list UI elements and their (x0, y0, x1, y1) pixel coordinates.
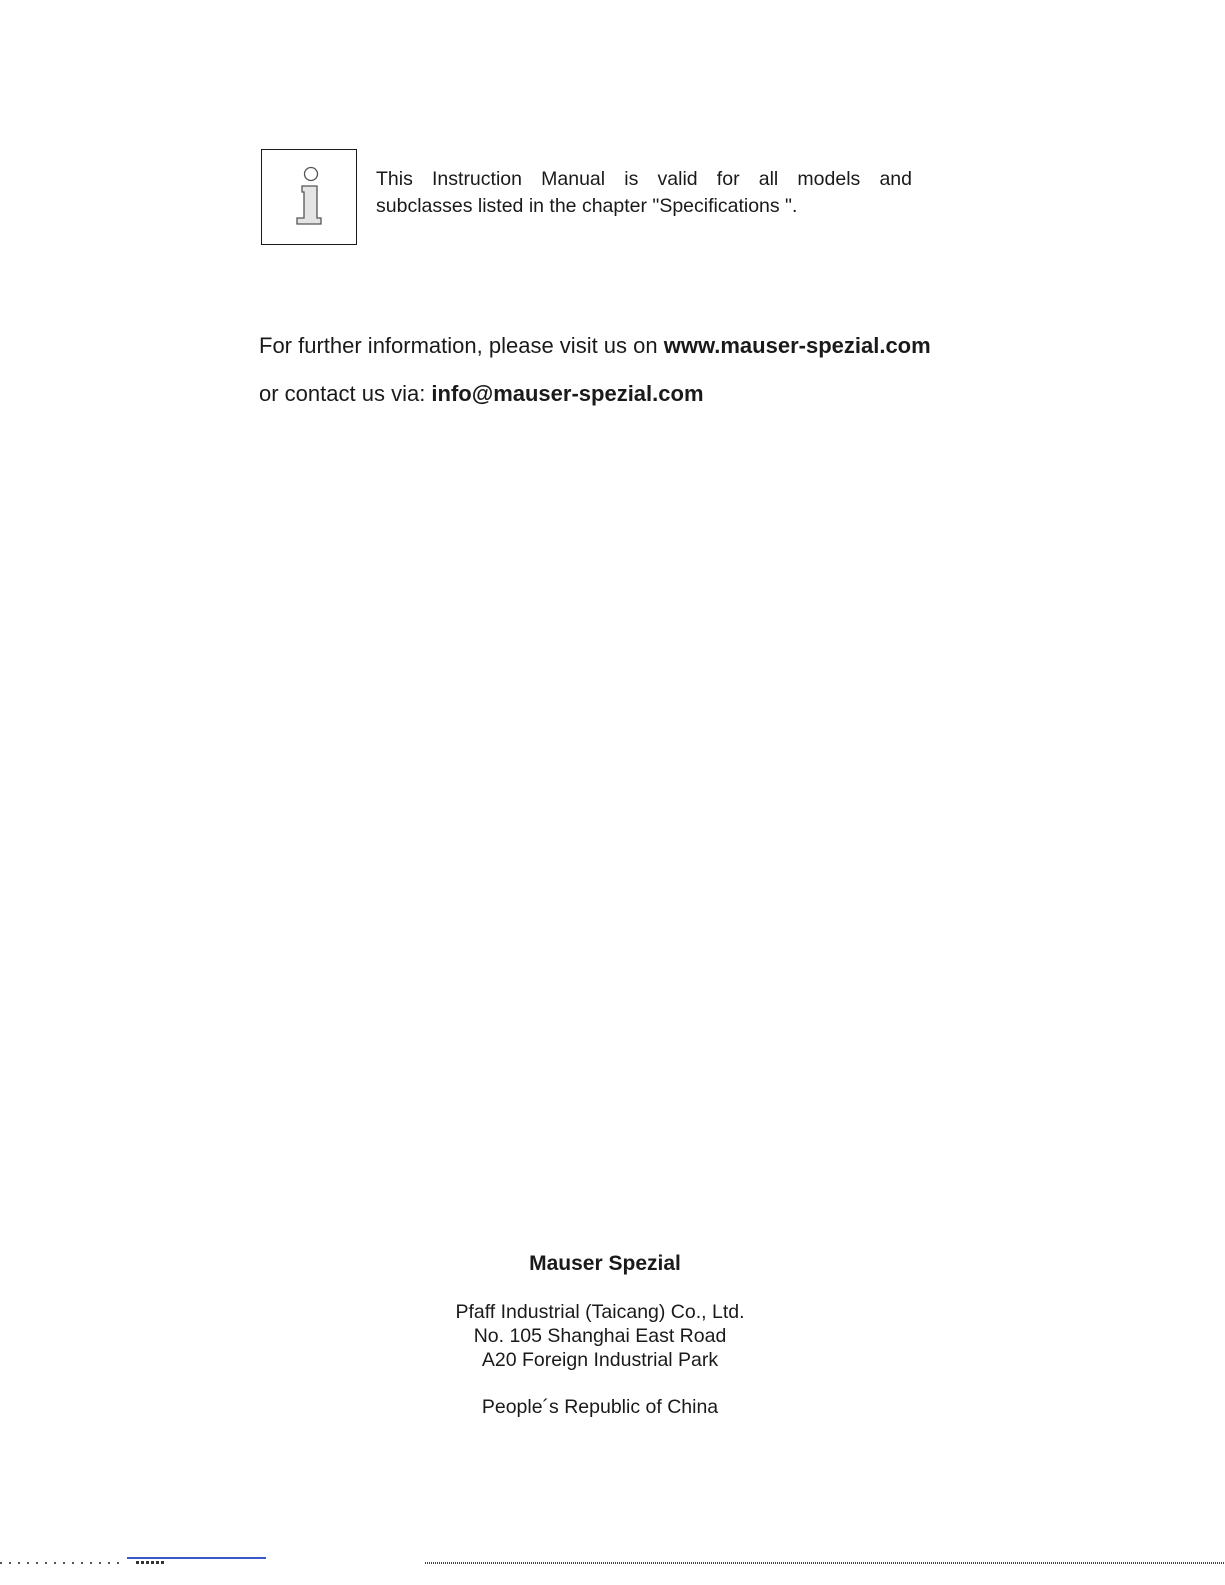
notice-line-1: This Instruction Manual is valid for all models and (376, 168, 912, 190)
further-info-prefix: For further information, please visit us on (259, 333, 664, 358)
address-line-1: Pfaff Industrial (Taicang) Co., Ltd. (455, 1301, 745, 1323)
address-line-3: A20 Foreign Industrial Park (481, 1349, 719, 1371)
contact-prefix: or contact us via: (259, 381, 432, 406)
address-country: People´s Republic of China (481, 1396, 719, 1418)
email-link[interactable]: info@mauser-spezial.com (431, 381, 704, 406)
info-notice-box (261, 149, 357, 245)
notice-line-2: subclasses listed in the chapter "Specifications ". (376, 195, 798, 217)
contact-line (259, 379, 704, 409)
info-icon (262, 150, 358, 246)
footer-divider-mark (136, 1561, 166, 1564)
footer-divider-right (425, 1562, 1225, 1564)
footer-divider-accent (127, 1557, 266, 1559)
website-link[interactable]: www.mauser-spezial.com (663, 333, 931, 358)
footer-divider-left (0, 1562, 120, 1564)
further-info-line (259, 331, 931, 361)
company-name: Mauser Spezial (529, 1252, 681, 1275)
notice-text (376, 166, 912, 220)
address-line-2: No. 105 Shanghai East Road (473, 1325, 727, 1347)
